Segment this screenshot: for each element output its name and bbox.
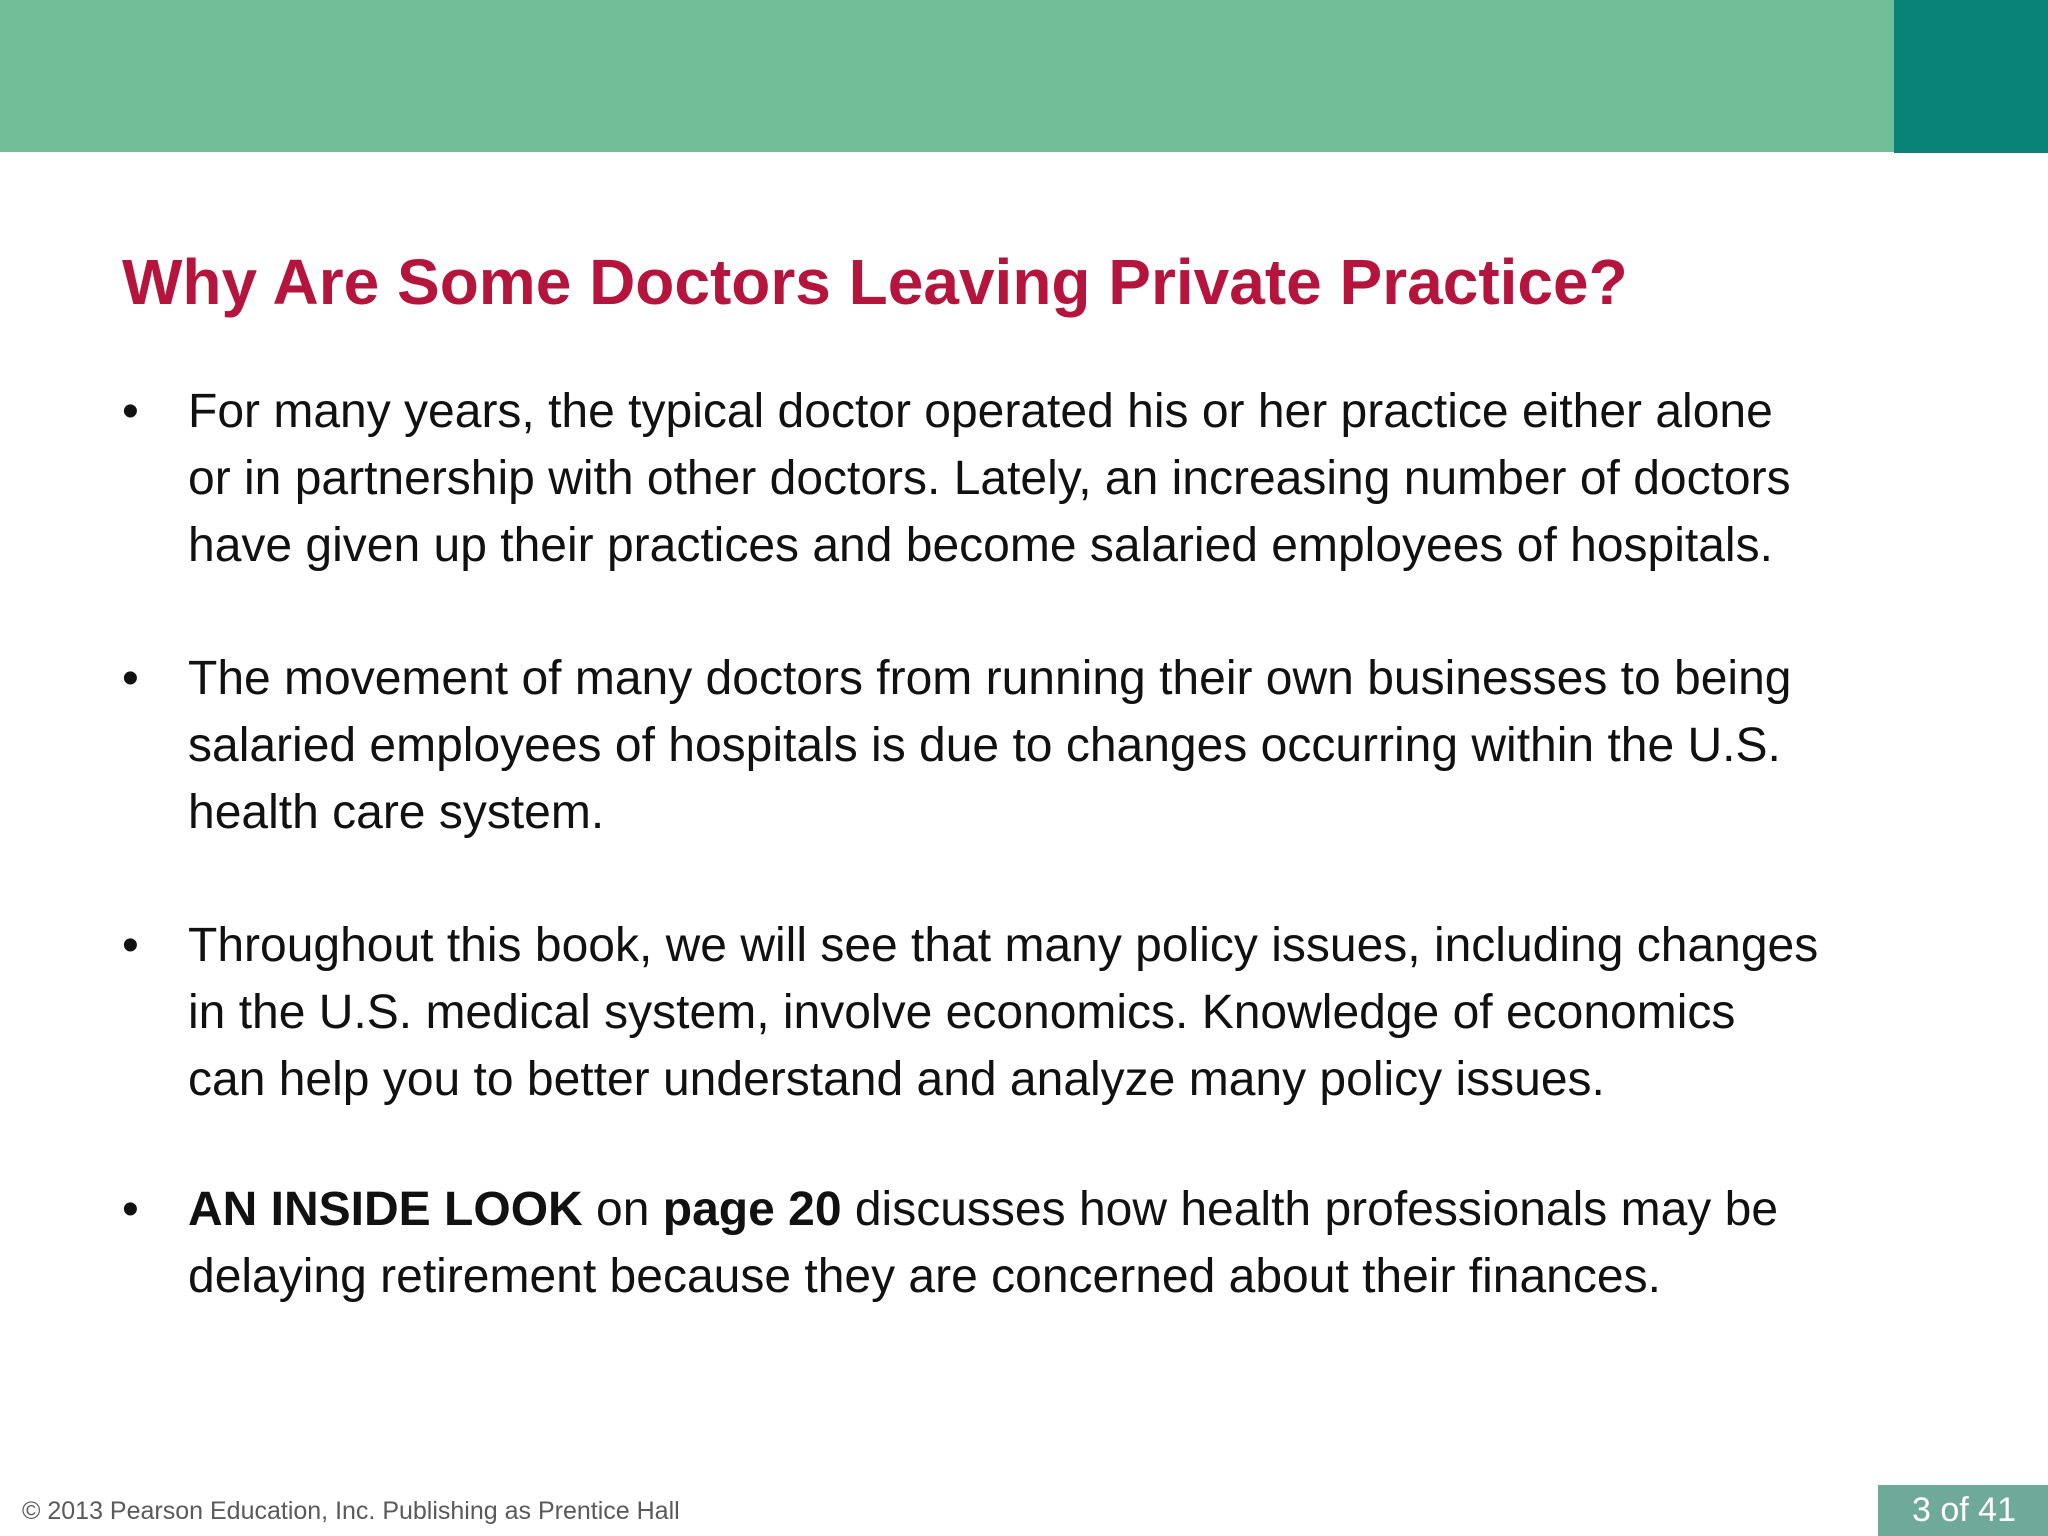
- bullet-text: [188, 912, 2048, 1113]
- bullet-line: or in partnership with other doctors. Lately, an increasing number of doctors: [188, 452, 1791, 505]
- bullet-dot: •: [122, 1183, 139, 1236]
- header-corner-block: [1894, 0, 2048, 153]
- bullet-line: salaried employees of hospitals is due to changes occurring within the U.S.: [188, 719, 1781, 772]
- inside-look-reference: AN INSIDE LOOK: [188, 1183, 583, 1236]
- bullet-dot: •: [122, 385, 139, 438]
- bullet-dot: •: [122, 652, 139, 705]
- slide-title: Why Are Some Doctors Leaving Private Practice?: [122, 246, 1628, 318]
- page-reference: page 20: [662, 1183, 842, 1236]
- bullet-line: health care system.: [188, 786, 605, 839]
- bullet-line: Throughout this book, we will see that many policy issues, including changes: [188, 919, 1819, 972]
- bullet-dot: •: [122, 919, 139, 972]
- bullet-line: can help you to better understand and analyze many policy issues.: [188, 1053, 1605, 1106]
- page-counter: 3 of 41: [1878, 1485, 2048, 1536]
- bullet-line: For many years, the typical doctor operated his or her practice either alone: [188, 385, 1773, 438]
- bullet-text: [188, 378, 2048, 579]
- bullet-line: in the U.S. medical system, involve economics. Knowledge of economics: [188, 986, 1736, 1039]
- copyright-notice: © 2013 Pearson Education, Inc. Publishing as Prentice Hall: [22, 1497, 680, 1525]
- header-band: [0, 0, 1894, 152]
- bullet-line: discusses how health professionals may be: [841, 1183, 1779, 1236]
- bullet-line: delaying retirement because they are concerned about their finances.: [188, 1250, 1661, 1303]
- bullet-text: [188, 645, 2048, 846]
- bullet-line: The movement of many doctors from running their own businesses to being: [188, 652, 1792, 705]
- bullet-connector-text: on: [582, 1183, 663, 1236]
- bullet-line: have given up their practices and become salaried employees of hospitals.: [188, 519, 1773, 572]
- bullet-text: [188, 1176, 2048, 1310]
